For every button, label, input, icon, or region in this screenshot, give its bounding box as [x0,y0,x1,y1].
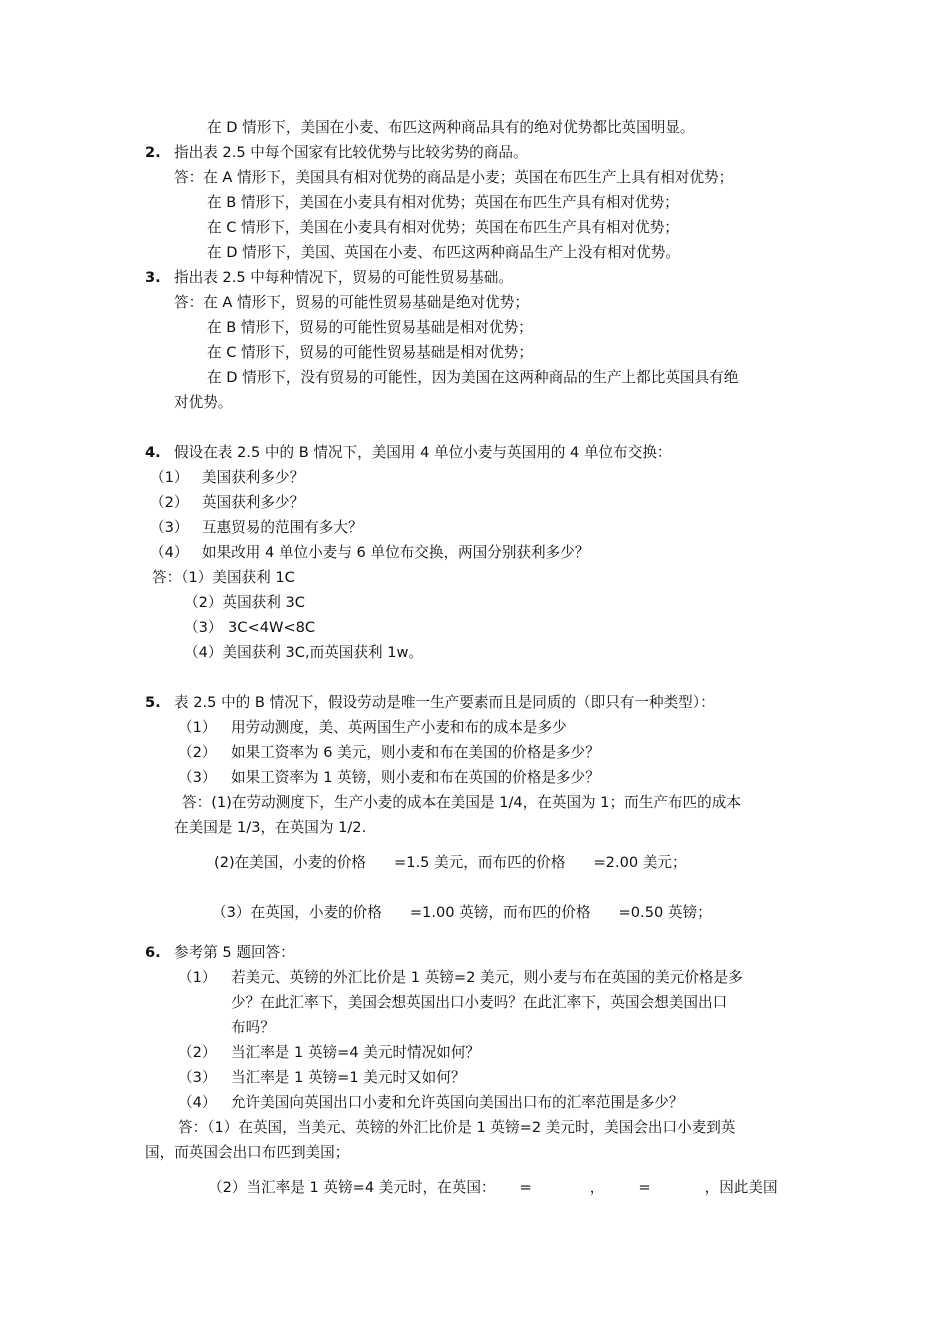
question-number: 5. [145,694,161,711]
question-number: 2. [145,144,161,161]
answer-part: = [519,1179,532,1196]
answer-line: 在 B 情形下，贸易的可能性贸易基础是相对优势； [207,319,533,336]
answer-line: 答：（1）美国获利 1C [152,569,295,586]
sub-number: （3） [150,519,189,536]
question-number: 3. [145,269,161,286]
sub-question: 英国获利多少？ [202,494,305,511]
answer-part: =0.50 英镑； [618,904,712,921]
sub-number: （4） [178,1094,217,1111]
sub-question: 少？在此汇率下，美国会想英国出口小麦吗？在此汇率下，英国会想美国出口 [231,994,728,1011]
question-text: 表 2.5 中的 B 情况下，假设劳动是唯一生产要素而且是同质的（即只有一种类型）： [174,694,715,711]
sub-question: 若美元、英镑的外汇比价是 1 英镑=2 美元，则小麦与布在英国的美元价格是多 [231,969,743,986]
answer-part: (2)在美国，小麦的价格 [214,854,367,871]
answer-line: 在 C 情形下，美国在小麦具有相对优势；英国在布匹生产具有相对优势； [207,219,679,236]
answer-line: 在 C 情形下，贸易的可能性贸易基础是相对优势； [207,344,533,361]
text-line: 在 D 情形下，美国在小麦、布匹这两种商品具有的绝对优势都比英国明显。 [207,119,695,136]
sub-number: （3） [178,1069,217,1086]
answer-line: 对优势。 [174,394,233,411]
sub-number: （3） [178,769,217,786]
question-number: 6. [145,944,161,961]
answer-line: 3C<4W<8C [228,619,316,636]
question-text: 参考第 5 题回答： [174,944,295,961]
answer-part: =1.00 英镑，而布匹的价格 [409,904,591,921]
sub-question: 当汇率是 1 英镑=1 美元时又如何？ [231,1069,466,1086]
sub-question: 允许美国向英国出口小麦和允许英国向美国出口布的汇率范围是多少？ [231,1094,684,1111]
answer-line: 答：（1）在英国，当美元、英镑的外汇比价是 1 英镑=2 美元时，美国会出口小麦到英 [178,1119,736,1136]
answer-part: ，因此美国 [704,1179,778,1196]
answer-part: ， [589,1179,605,1196]
answer-line: 在 D 情形下，没有贸易的可能性，因为美国在这两种商品的生产上都比英国具有绝 [207,369,739,386]
sub-number: （1） [150,469,189,486]
sub-number: （4） [150,544,189,561]
answer-line: 在 B 情形下，美国在小麦具有相对优势；英国在布匹生产具有相对优势； [207,194,679,211]
question-text: 指出表 2.5 中每种情况下，贸易的可能性贸易基础。 [174,269,513,286]
answer-line: 答：(1)在劳动测度下，生产小麦的成本在美国是 1/4，在英国为 1；而生产布匹的成本 [182,794,741,811]
sub-question: 布吗？ [231,1019,275,1036]
sub-number: （1） [178,719,217,736]
answer-line-number: （3） [184,619,223,636]
answer-part: （2）当汇率是 1 英镑=4 美元时，在英国： [208,1179,496,1196]
answer-line: 在美国是 1/3，在英国为 1/2. [174,819,367,836]
answer-line: 国，而英国会出口布匹到美国； [145,1144,350,1161]
answer-line: 在 D 情形下，美国、英国在小麦、布匹这两种商品生产上没有相对优势。 [207,244,680,261]
sub-question: 如果工资率为 6 美元，则小麦和布在美国的价格是多少？ [231,744,600,761]
answer-line [212,903,712,923]
sub-number: （2） [178,744,217,761]
question-number: 4. [145,444,161,461]
sub-question: 当汇率是 1 英镑=4 美元时情况如何？ [231,1044,481,1061]
answer-line: 答：在 A 情形下，美国具有相对优势的商品是小麦；英国在布匹生产上具有相对优势； [174,169,734,186]
sub-question: 美国获利多少？ [202,469,305,486]
sub-question: 如果工资率为 1 英镑，则小麦和布在英国的价格是多少？ [231,769,600,786]
answer-part: （3）在英国，小麦的价格 [212,904,382,921]
sub-number: （1） [178,969,217,986]
sub-number: （2） [150,494,189,511]
sub-question: 如果改用 4 单位小麦与 6 单位布交换，两国分别获利多少？ [202,544,590,561]
question-text: 假设在表 2.5 中的 B 情况下，美国用 4 单位小麦与英国用的 4 单位布交换： [174,444,672,461]
answer-line [208,1178,778,1198]
sub-question: 互惠贸易的范围有多大？ [202,519,363,536]
answer-line: （4）美国获利 3C,而英国获利 1w。 [184,644,424,661]
question-text: 指出表 2.5 中每个国家有比较优势与比较劣势的商品。 [174,144,528,161]
answer-line [214,853,687,873]
answer-part: =2.00 美元； [593,854,687,871]
answer-part: =1.5 美元，而布匹的价格 [394,854,566,871]
answer-line: 答：在 A 情形下，贸易的可能性贸易基础是绝对优势； [174,294,529,311]
answer-part: = [638,1179,651,1196]
sub-number: （2） [178,1044,217,1061]
answer-line: （2）英国获利 3C [184,594,305,611]
sub-question: 用劳动测度，美、英两国生产小麦和布的成本是多少 [231,719,567,736]
